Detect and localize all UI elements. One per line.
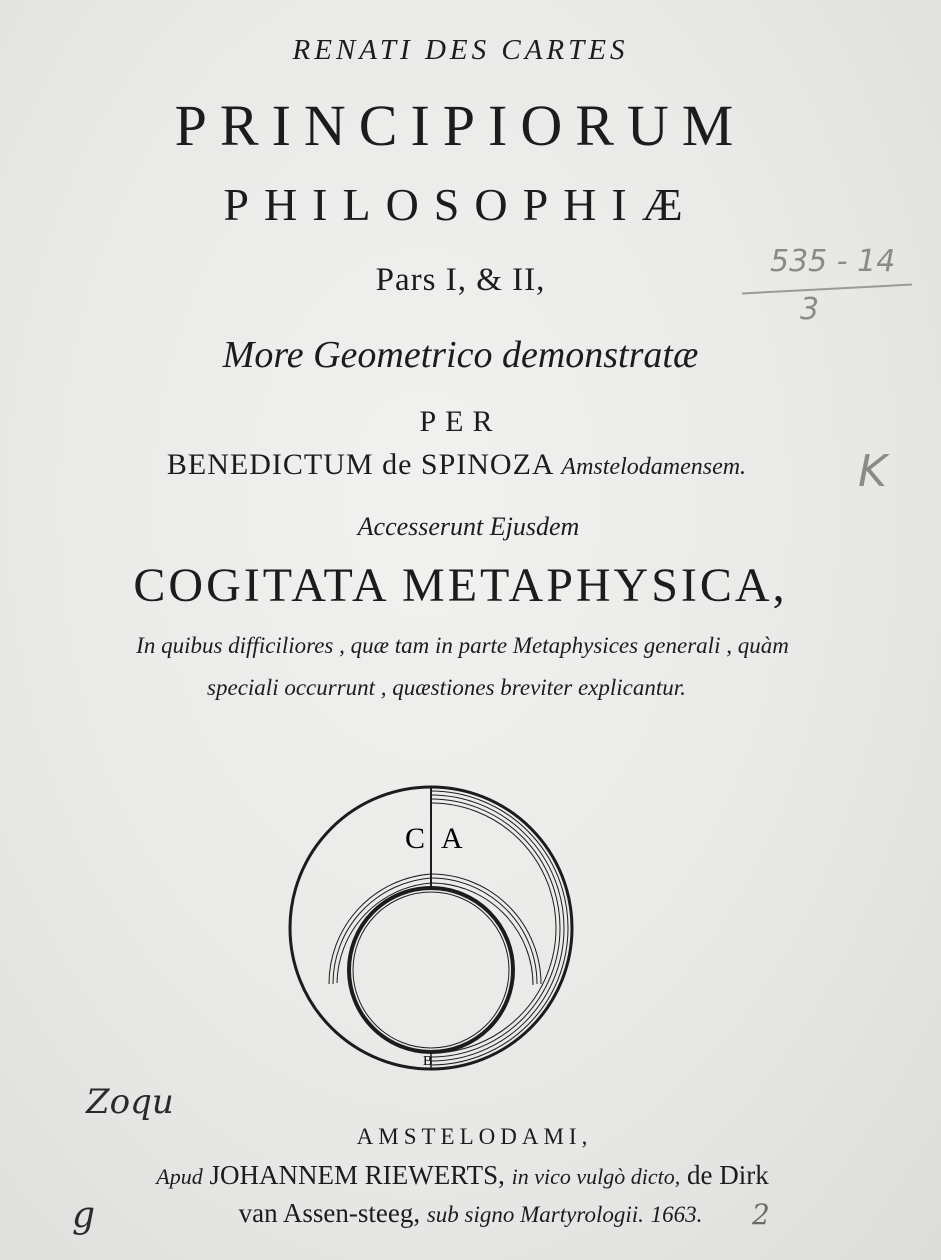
imprint-van-assen: van Assen-steeg, <box>238 1198 421 1228</box>
label-c: C <box>405 822 426 855</box>
title-line-1: PRINCIPIORUM <box>174 93 747 158</box>
imprint-year: 1663. <box>650 1202 703 1227</box>
imprint-de-dirk: de Dirk <box>686 1160 769 1190</box>
ring-diagram <box>281 778 581 1078</box>
pencil-annotation-bottom: 3 <box>800 292 820 327</box>
imprint-printer-line <box>0 1160 933 1191</box>
imprint-city: AMSTELODAMI, <box>356 1124 593 1149</box>
imprint-in-vico: in vico vulgò dicto, <box>511 1164 681 1189</box>
author-origin: Amstelodamensem. <box>561 454 747 480</box>
imprint-street-line <box>0 1198 941 1229</box>
accesserunt-line: Accesserunt Ejusdem <box>357 512 580 541</box>
ink-annotation-left: Zoqu <box>86 1082 174 1122</box>
author-name: BENEDICTUM de SPINOZA <box>166 448 553 481</box>
imprint-printer: JOHANNEM RIEWERTS, <box>209 1160 505 1190</box>
author-name-line <box>0 448 927 482</box>
pencil-annotation-top: 535 - 14 <box>770 244 896 279</box>
geometric-figure <box>281 778 581 1078</box>
imprint-apud: Apud <box>156 1164 203 1189</box>
author-line: RENATI DES CARTES <box>292 34 629 66</box>
description-line-1: In quibus difficiliores , quæ tam in parte Metaphysices generali , quàm <box>136 633 789 658</box>
parts-line: Pars I, & II, <box>375 262 546 298</box>
label-a: A <box>441 822 463 855</box>
title-line-2: PHILOSOPHIÆ <box>223 179 698 230</box>
per-line: PER <box>419 405 502 438</box>
appendix-title: COGITATA METAPHYSICA, <box>133 559 788 612</box>
method-line: More Geometrico demonstratæ <box>222 334 699 376</box>
ink-scribble: g <box>72 1195 96 1236</box>
imprint-sub-signo: sub signo Martyrologii. <box>426 1202 644 1227</box>
ink-annotation-right: 2 <box>752 1198 770 1231</box>
label-b: B <box>423 1054 433 1069</box>
pencil-mark: K <box>858 446 887 497</box>
description-line-2: speciali occurrunt , quæstiones breviter explicantur. <box>207 675 686 700</box>
inner-circle <box>349 888 513 1052</box>
